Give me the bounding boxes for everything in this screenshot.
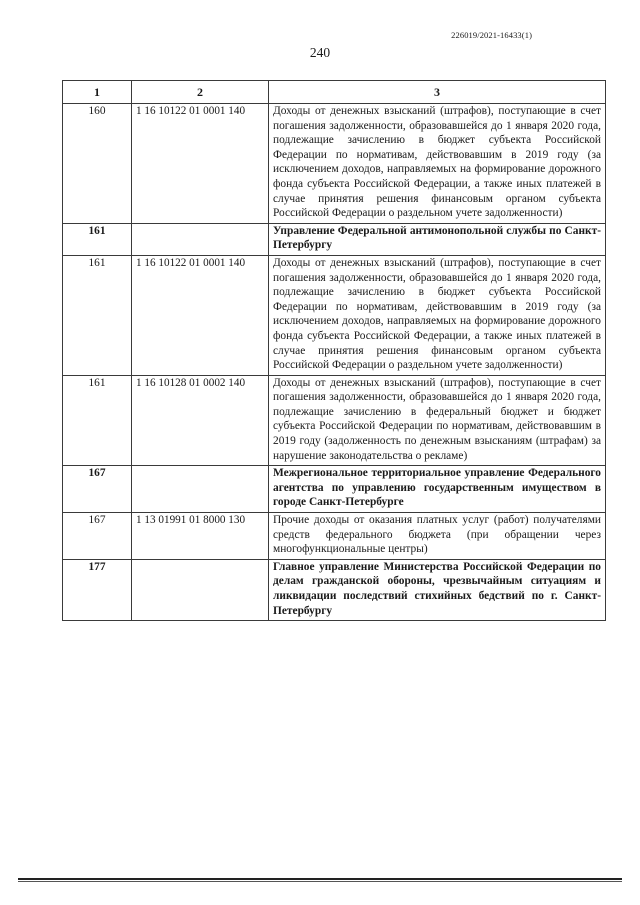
table-row	[63, 104, 606, 224]
admin-code-cell: 167	[63, 513, 132, 560]
budget-code-cell: 1 16 10122 01 0001 140	[132, 255, 269, 375]
table-row-organization	[63, 559, 606, 620]
table-row	[63, 375, 606, 466]
admin-code-cell: 161	[63, 375, 132, 466]
footer-divider-thin	[18, 881, 622, 882]
admin-code-cell: 177	[63, 559, 132, 620]
admin-code-cell: 167	[63, 466, 132, 513]
budget-code-cell	[132, 466, 269, 513]
table-row-organization	[63, 223, 606, 255]
admin-code-cell: 161	[63, 223, 132, 255]
income-codes-table	[62, 80, 606, 621]
table-row-organization	[63, 466, 606, 513]
table-row	[63, 255, 606, 375]
column-header: 3	[269, 81, 606, 104]
page-number: 240	[309, 45, 331, 60]
description-cell: Доходы от денежных взысканий (штрафов), поступающие в счет погашения задолженности, образовавшейся до 1 января 2020 года, подлежащие зачислению в федеральный бюджет и бюджет субъекта Российской Федерации по нормативам, действовавшим в 2019 году (задолженность по денежным взысканиям (штрафам) за нарушение законодательства о рекламе)	[269, 375, 606, 466]
document-id: 226019/2021-16433(1)	[451, 30, 532, 40]
budget-code-cell: 1 16 10122 01 0001 140	[132, 104, 269, 224]
budget-code-cell: 1 16 10128 01 0002 140	[132, 375, 269, 466]
organization-name-cell: Межрегиональное территориальное управление Федерального агентства по управлению государственным имуществом в городе Санкт-Петербурге	[269, 466, 606, 513]
description-cell: Доходы от денежных взысканий (штрафов), поступающие в счет погашения задолженности, образовавшейся до 1 января 2020 года, подлежащие зачислению в бюджет субъекта Российской Федерации по нормативам, действовавшим в 2019 году (за исключением доходов, направляемых на формирование дорожного фонда субъекта Российской Федерации, а также иных платежей в случае принятия решения финансовым органом субъекта Российской Федерации о раздельном учете задолженности)	[269, 104, 606, 224]
column-header: 1	[63, 81, 132, 104]
budget-code-cell	[132, 559, 269, 620]
table-header-row	[63, 81, 606, 104]
budget-code-cell	[132, 223, 269, 255]
admin-code-cell: 160	[63, 104, 132, 224]
column-header: 2	[132, 81, 269, 104]
organization-name-cell: Управление Федеральной антимонопольной службы по Санкт-Петербургу	[269, 223, 606, 255]
description-cell: Доходы от денежных взысканий (штрафов), поступающие в счет погашения задолженности, образовавшейся до 1 января 2020 года, подлежащие зачислению в бюджет субъекта Российской Федерации по нормативам, действовавшим в 2019 году (за исключением доходов, направляемых на формирование дорожного фонда субъекта Российской Федерации, а также иных платежей в случае принятия решения финансовым органом субъекта Российской Федерации о раздельном учете задолженности)	[269, 255, 606, 375]
table-row	[63, 513, 606, 560]
budget-code-cell: 1 13 01991 01 8000 130	[132, 513, 269, 560]
footer-divider	[18, 878, 622, 880]
organization-name-cell: Главное управление Министерства Российской Федерации по делам гражданской обороны, чрезвычайным ситуациям и ликвидации последствий стихийных бедствий по г. Санкт-Петербургу	[269, 559, 606, 620]
admin-code-cell: 161	[63, 255, 132, 375]
description-cell: Прочие доходы от оказания платных услуг (работ) получателями средств федерального бюджета (при обращении через многофункциональные центры)	[269, 513, 606, 560]
